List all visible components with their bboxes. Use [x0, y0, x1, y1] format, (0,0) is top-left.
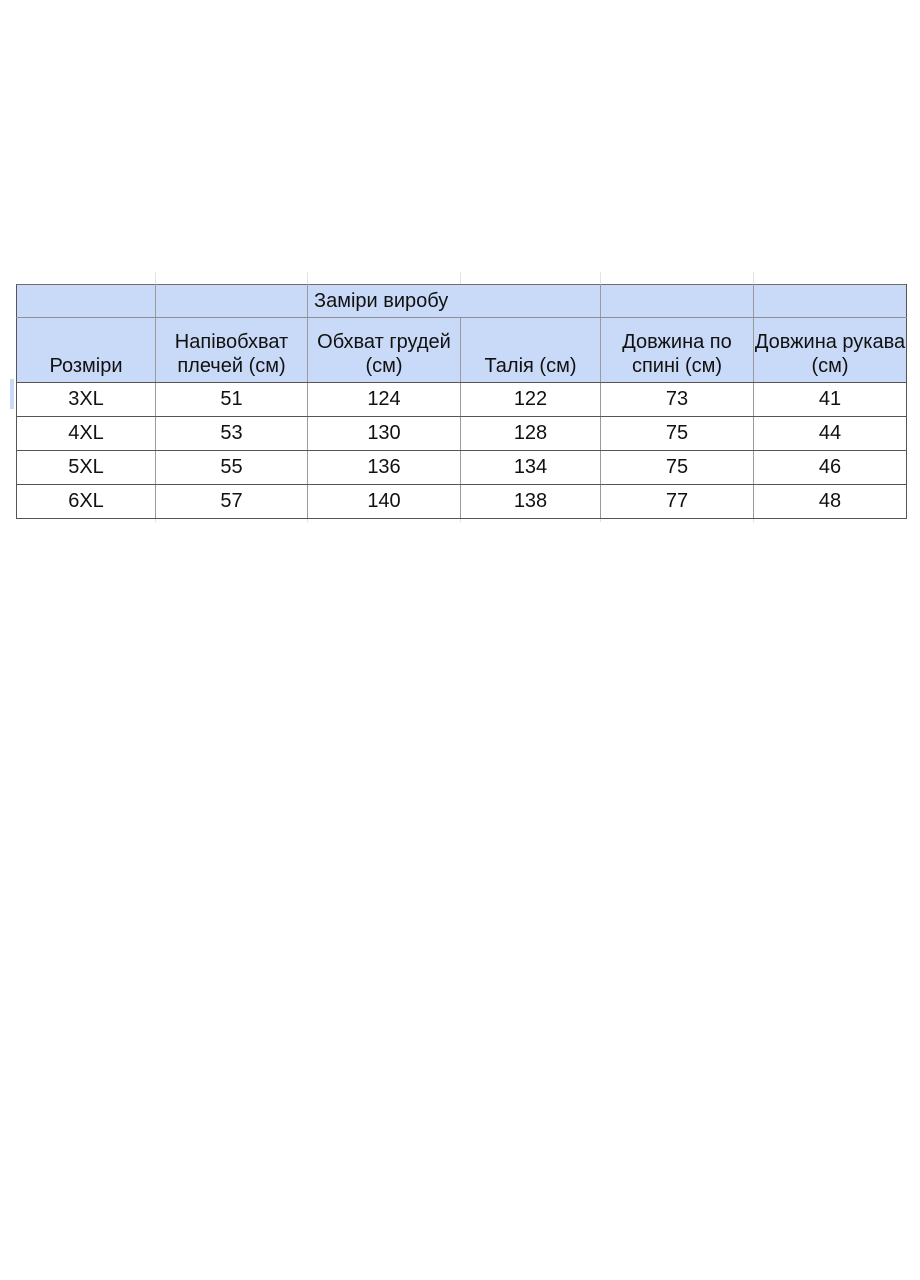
empty-cell	[156, 285, 308, 318]
empty-cell	[17, 285, 156, 318]
value-cell: 75	[601, 451, 754, 485]
gridline	[155, 272, 156, 284]
gridline	[460, 272, 461, 284]
table-row	[17, 383, 907, 417]
column-header-sleeve-length: Довжина рукава (см)	[754, 318, 907, 383]
value-cell: 138	[461, 485, 601, 519]
value-cell: 140	[308, 485, 461, 519]
value-cell: 75	[601, 417, 754, 451]
column-header-row	[17, 318, 907, 383]
empty-cell	[601, 285, 754, 318]
column-header-shoulder: Напівобхват плечей (см)	[156, 318, 308, 383]
value-cell: 122	[461, 383, 601, 417]
value-cell: 128	[461, 417, 601, 451]
column-header-chest: Обхват грудей (см)	[308, 318, 461, 383]
value-cell: 55	[156, 451, 308, 485]
table-row	[17, 417, 907, 451]
value-cell: 124	[308, 383, 461, 417]
size-table	[16, 284, 907, 519]
gridline	[307, 272, 308, 284]
table-row	[17, 485, 907, 519]
gridline	[753, 272, 754, 284]
value-cell: 77	[601, 485, 754, 519]
value-cell: 73	[601, 383, 754, 417]
size-cell: 3XL	[17, 383, 156, 417]
column-header-size: Розміри	[17, 318, 156, 383]
table-title-row	[17, 285, 907, 318]
gridline	[600, 272, 601, 284]
column-header-waist: Талія (см)	[461, 318, 601, 383]
value-cell: 48	[754, 485, 907, 519]
value-cell: 130	[308, 417, 461, 451]
value-cell: 53	[156, 417, 308, 451]
value-cell: 57	[156, 485, 308, 519]
table-row	[17, 451, 907, 485]
size-cell: 6XL	[17, 485, 156, 519]
value-cell: 136	[308, 451, 461, 485]
value-cell: 46	[754, 451, 907, 485]
row-selection-marker	[10, 379, 14, 409]
value-cell: 44	[754, 417, 907, 451]
column-header-back-length: Довжина по спині (см)	[601, 318, 754, 383]
size-chart	[16, 284, 906, 519]
value-cell: 134	[461, 451, 601, 485]
empty-cell	[754, 285, 907, 318]
value-cell: 51	[156, 383, 308, 417]
value-cell: 41	[754, 383, 907, 417]
table-title: Заміри виробу	[308, 285, 601, 318]
size-cell: 4XL	[17, 417, 156, 451]
size-cell: 5XL	[17, 451, 156, 485]
